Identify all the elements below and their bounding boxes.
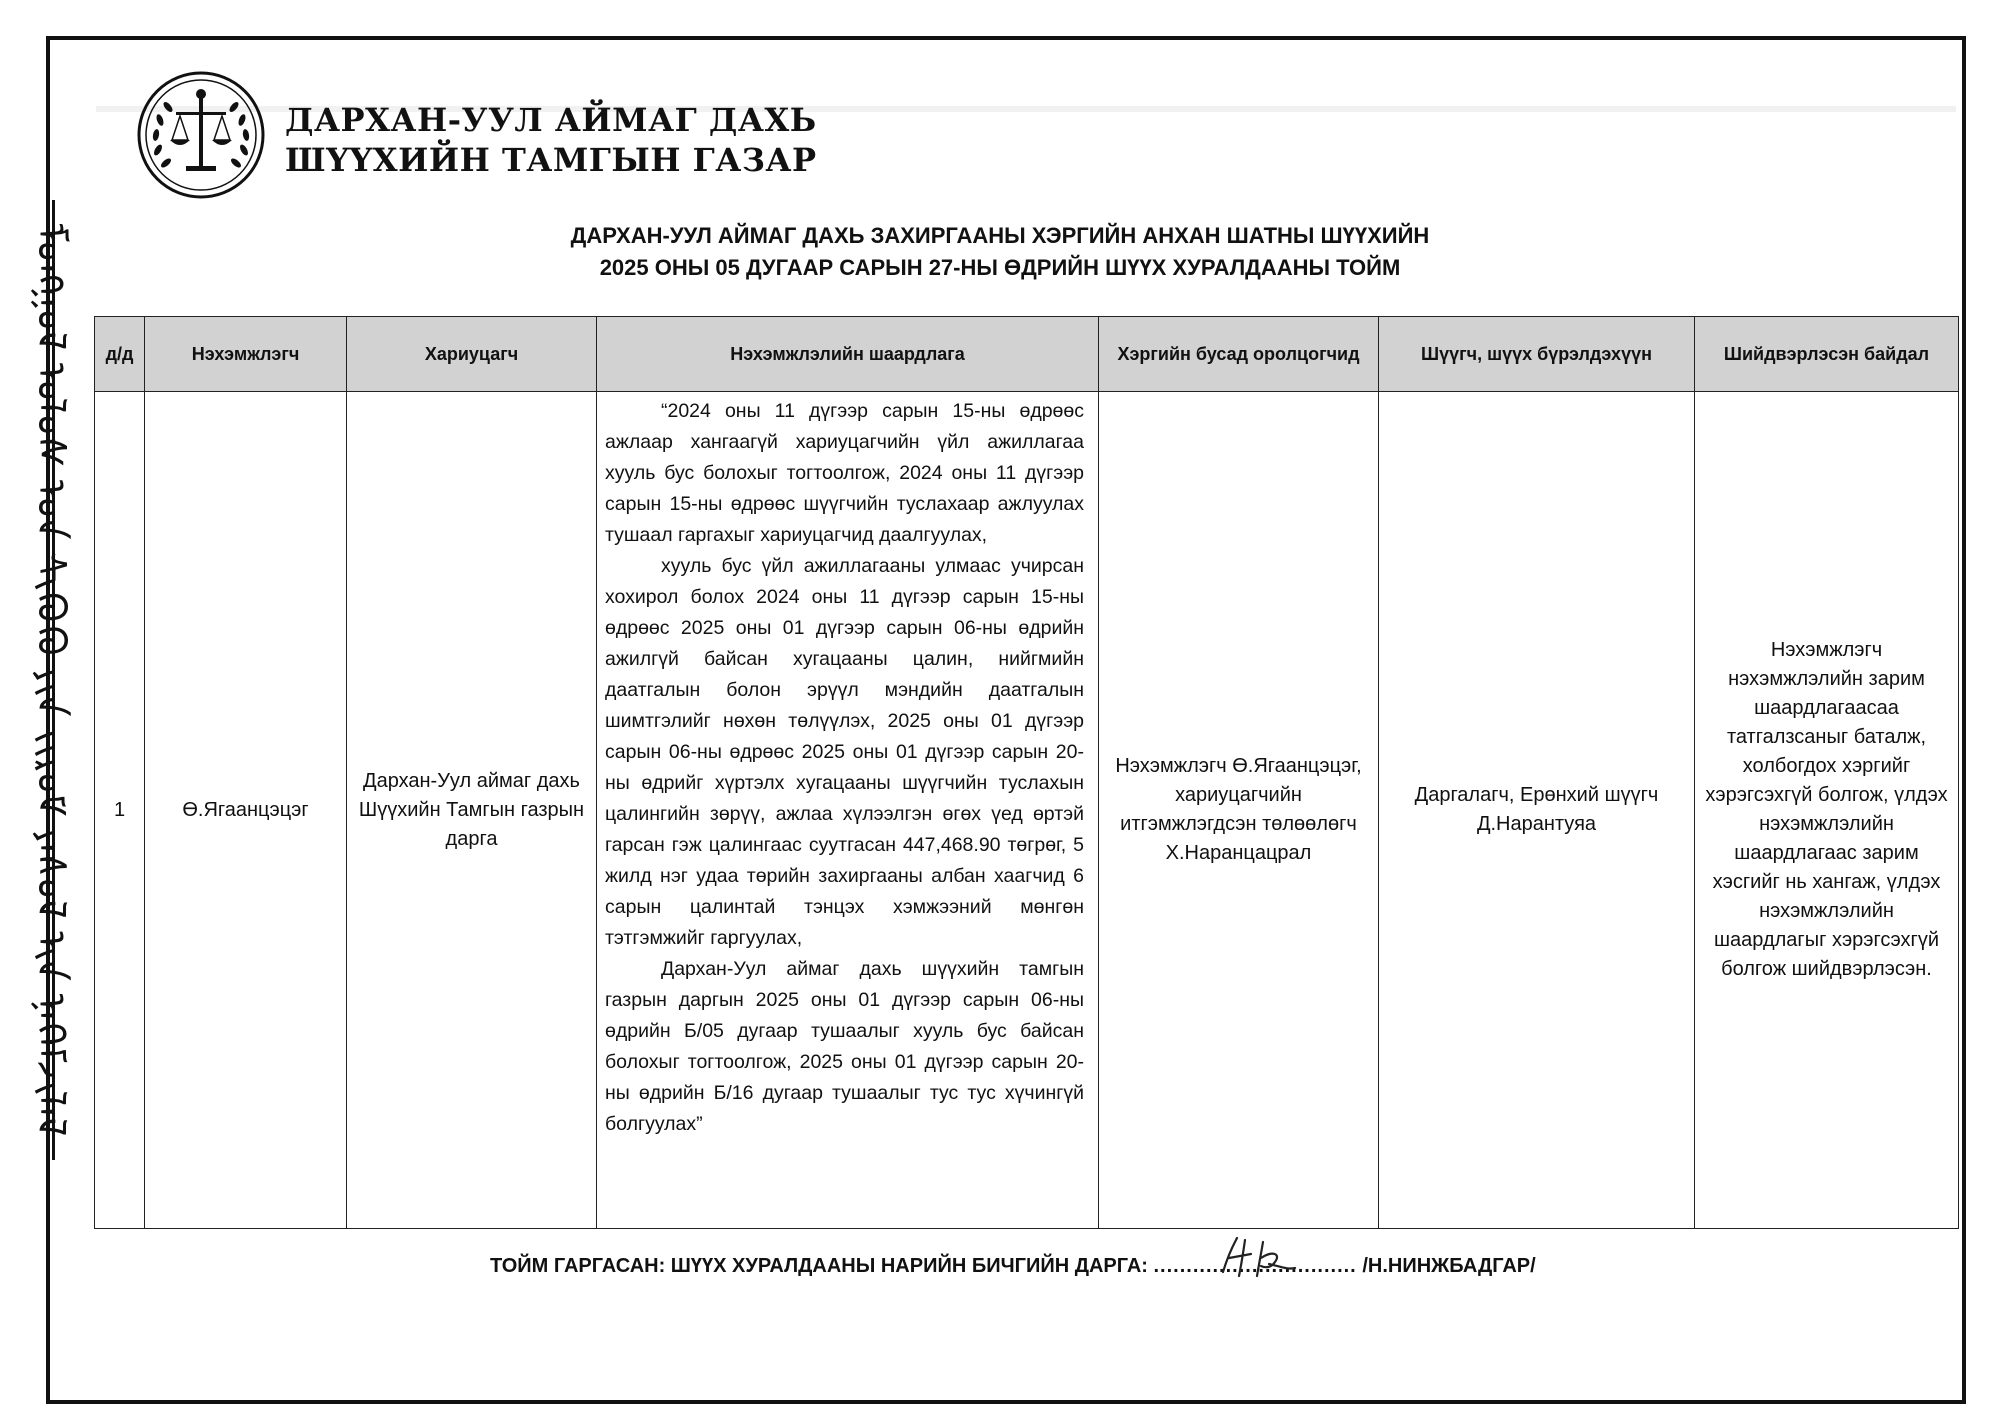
- claim-paragraph-2: хууль бус үйл ажиллагааны улмаас учирсан хохирол болох 2024 оны 11 дүгээр сарын 15-ны өдрөөс 2025 оны 01 дүгээр сарын 06-ны өдрийн ажилгүй байсан хугацааны цалин, нийгмийн даатгалын болон эрүүл мэндийн даатгалын шимтгэлийг нөхөн төлүүлэх, 2025 оны 01 дүгээр сарын 06-ны өдрөөс 2025 оны 01 дүгээр сарын 20-ны өдрийг хүртэлх хугацааны шүүгчийн туслахын цалингийн зөрүү, ажлаа хүлээлгэн өгөх үед өртэй гарсан гэж цалингаас суутгасан 447,468.90 төгрөг, 5 жилд нэг удаа төрийн захиргааны албан хаагчид 6 сарын цалинтай тэнцэх хэмжээний мөнгөн тэтгэмжийг гаргуулах,: [605, 555, 1084, 949]
- vertical-mongolian-script: [20, 200, 100, 1160]
- title-line-1: ДАРХАН-УУЛ АЙМАГ ДАХЬ ЗАХИРГААНЫ ХЭРГИЙН АНХАН ШАТНЫ ШҮҮХИЙН: [570, 223, 1430, 248]
- org-line-1: ДАРХАН-УУЛ АЙМАГ ДАХЬ: [285, 101, 817, 139]
- org-line-2: ШҮҮХИЙН ТАМГЫН ГАЗАР: [285, 141, 817, 179]
- court-emblem-icon: [136, 70, 266, 200]
- header-claim: Нэхэмжлэлийн шаардлага: [597, 317, 1099, 392]
- cell-defendant: Дархан-Уул аймаг дахь Шүүхийн Тамгын газрын дарга: [347, 392, 597, 1229]
- footer-signature-dots: ...............................: [1153, 1255, 1357, 1277]
- title-line-2: 2025 ОНЫ 05 ДУГААР САРЫН 27-НЫ ӨДРИЙН ШҮҮХ ХУРАЛДААНЫ ТОЙМ: [599, 255, 1401, 280]
- claim-paragraph-3: Дархан-Уул аймаг дахь шүүхийн тамгын газрын даргын 2025 оны 01 дүгээр сарын 06-ны өдрийн Б/05 дугаар тушаалыг хууль бус байсан болохыг тогтоолгож, 2025 оны 01 дүгээр сарын 20-ны өдрийн Б/16 дугаар тушаалыг тус тус хүчингүй болгуулах”: [605, 958, 1084, 1135]
- claim-paragraph-1: “2024 оны 11 дүгээр сарын 15-ны өдрөөс ажлаар хангаагүй хариуцагчийн үйл ажиллагаа хууль бус болохыг тогтоолгож, 2024 оны 11 дүгээр сарын 15-ны өдрөөс шүүгчийн туслахаар ажлуулах тушаал гаргахыг хариуцагчид даалгуулах,: [605, 400, 1084, 546]
- cell-judge: Даргалагч, Ерөнхий шүүгч Д.Нарантуяа: [1379, 392, 1695, 1229]
- header-decision: Шийдвэрлэсэн байдал: [1695, 317, 1959, 392]
- header-defendant: Хариуцагч: [347, 317, 597, 392]
- cell-claim: [597, 392, 1099, 1229]
- document-title: [300, 220, 1700, 284]
- handwritten-signature-icon: [1215, 1232, 1305, 1282]
- header-plaintiff: Нэхэмжлэгч: [145, 317, 347, 392]
- footer-prepared-by: [490, 1255, 1536, 1278]
- footer-name: /Н.НИНЖБАДГАР/: [1362, 1255, 1536, 1277]
- cell-plaintiff: Ө.Ягаанцэцэг: [145, 392, 347, 1229]
- hearing-summary-table: [94, 316, 1959, 1229]
- header-participants: Хэргийн бусад оролцогчид: [1099, 317, 1379, 392]
- footer-label: ТОЙМ ГАРГАСАН: ШҮҮХ ХУРАЛДААНЫ НАРИЙН БИЧГИЙН ДАРГА:: [490, 1255, 1148, 1277]
- table-row: [95, 392, 1959, 1229]
- table-header-row: [95, 317, 1959, 392]
- cell-no: 1: [95, 392, 145, 1229]
- cell-decision: Нэхэмжлэгч нэхэмжлэлийн зарим шаардлагаасаа татгалзсаныг баталж, холбогдох хэргийг хэрэгсэхгүй болгож, үлдэх нэхэмжлэлийн шаардлагаас зарим хэсгийг нь хангаж, үлдэх нэхэмжлэлийн шаардлагыг хэрэгсэхгүй болгож шийдвэрлэсэн.: [1695, 392, 1959, 1229]
- header-judge: Шүүгч, шүүх бүрэлдэхүүн: [1379, 317, 1695, 392]
- organization-name: [285, 100, 817, 180]
- cell-participants: Нэхэмжлэгч Ө.Ягаанцэцэг, хариуцагчийн итгэмжлэгдсэн төлөөлөгч Х.Наранцацрал: [1099, 392, 1379, 1229]
- side-script-text: ᠮᠣᠩᠭᠣᠯ ᠤᠯᠤᠰ ᠤᠨ ᠰᠢᠭᠦᠬᠦ ᠶᠢᠨ ᠵᠢᠷᠤᠮ ᠶᠠᠰᠤᠯ ᠢᠨ ᠨᠡᠬᠡᠮᠵᠢᠯᠡᠯ: [27, 223, 73, 1137]
- header-no: д/д: [95, 317, 145, 392]
